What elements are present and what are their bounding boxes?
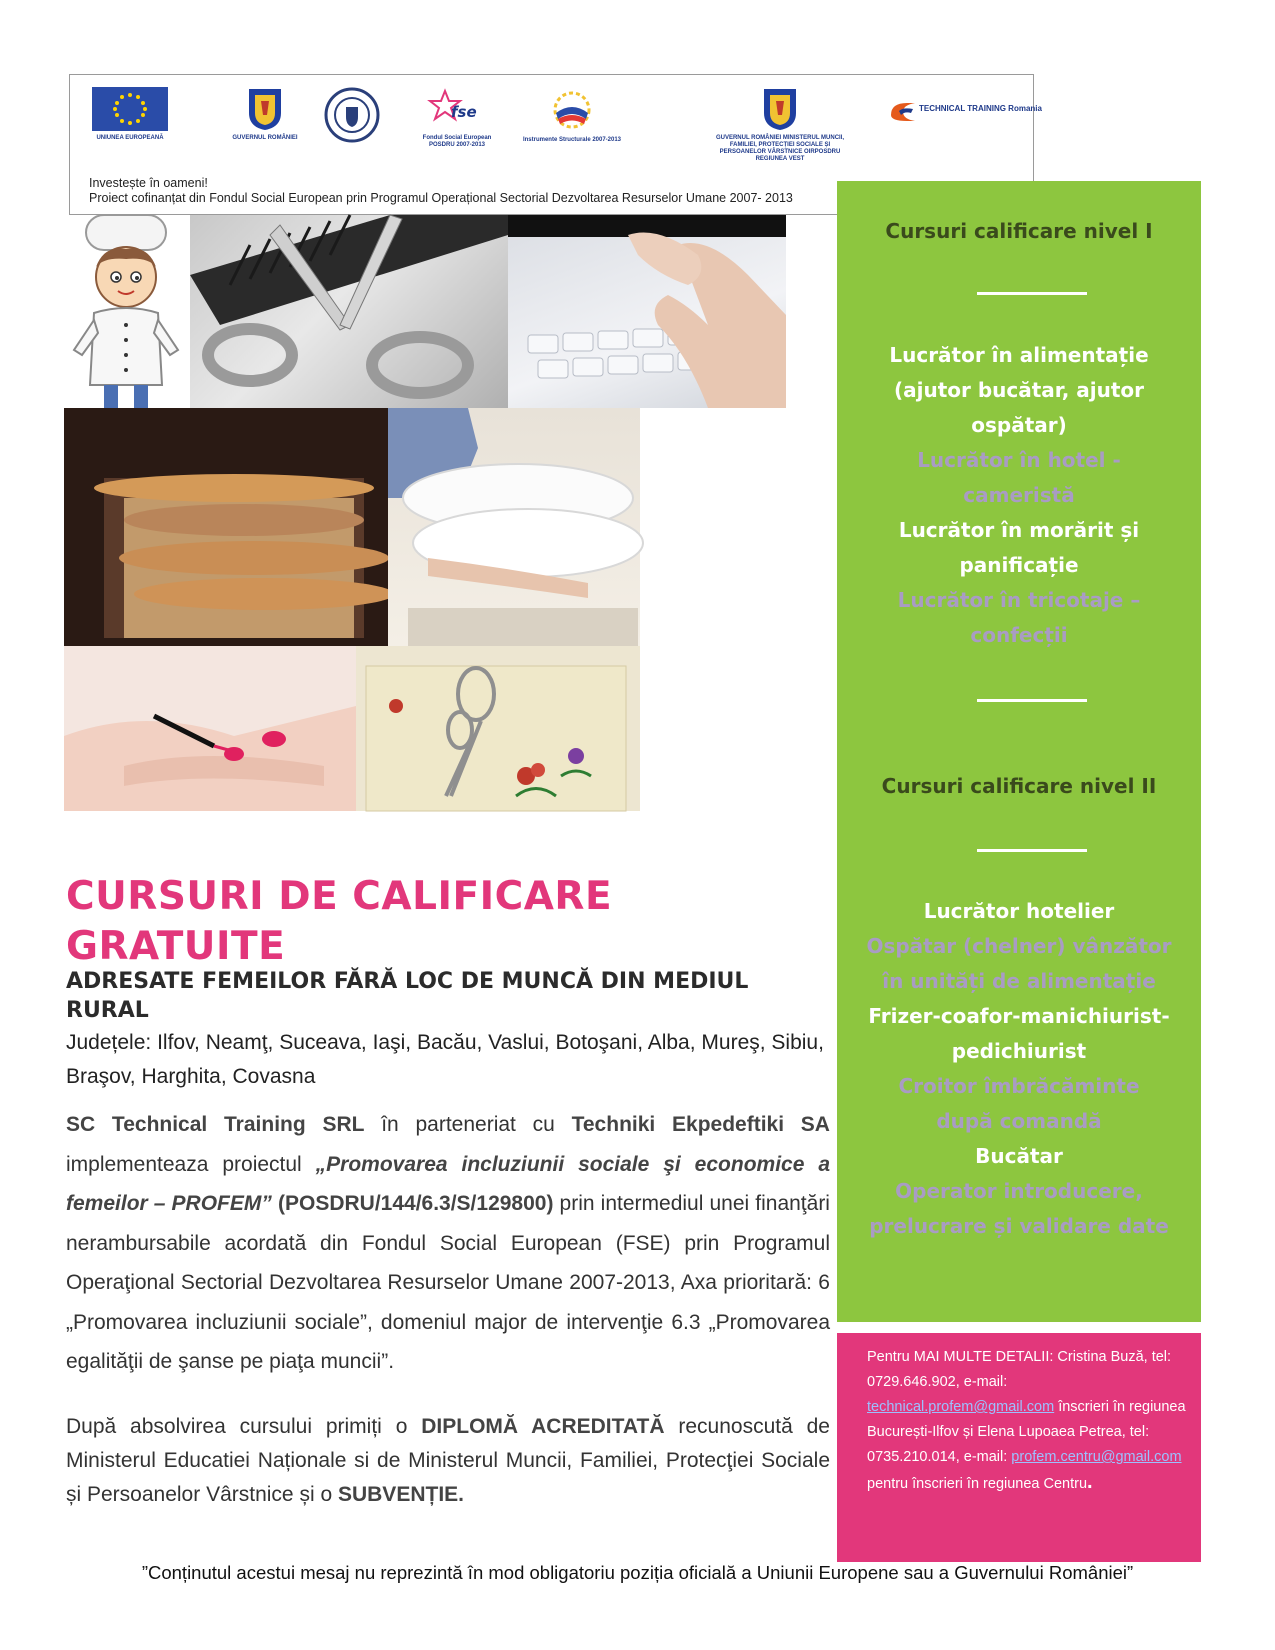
course-item: Operator introducere, prelucrare și validare date <box>869 1179 1169 1238</box>
divider <box>977 849 1087 852</box>
partner-name: Techniki Ekpedeftiki SA <box>571 1113 830 1136</box>
eu-flag-logo <box>90 87 170 142</box>
fse-icon <box>427 87 487 131</box>
technical-training-label: TECHNICAL TRAINING Romania <box>919 104 1042 113</box>
structural-instruments-label: Instrumente Structurale 2007-2013 <box>522 137 622 143</box>
course-item: Bucătar <box>975 1144 1063 1168</box>
manicure-photo <box>64 646 356 811</box>
contact-details: Pentru MAI MULTE DETALII: Cristina Buză, tel: 0729.646.902, e-mail: <box>867 1349 1172 1390</box>
subsidy-highlight: SUBVENȚIE. <box>337 1483 464 1506</box>
government-label: GUVERNUL ROMÂNIEI <box>232 135 298 141</box>
ministry-label: GUVERNUL ROMÂNIEI MINISTERUL MUNCII, FAMILIEI, PROTECȚIEI SOCIALE ȘI PERSOANELOR VÂRSTNICE OIRPOSDRU REGIUNEA VEST <box>715 135 845 162</box>
svg-text:fse: fse <box>451 103 477 121</box>
ministry-crest-logo <box>715 87 845 163</box>
level1-heading: Cursuri calificare nivel I <box>885 219 1153 243</box>
diploma-highlight: DIPLOMĂ ACREDITATĂ <box>421 1415 665 1438</box>
course-item: Croitor îmbrăcăminte după comandă <box>898 1074 1140 1133</box>
embroidery-photo <box>356 646 640 811</box>
body-text: După absolvirea cursului primiți o <box>66 1415 422 1438</box>
disclaimer-footer: ”Conținutul acestui mesaj nu reprezintă în mod obligatoriu poziția oficială a Uniunii Europene sau a Guvernului României” <box>141 1562 1134 1583</box>
body-text: recunoscută de Ministerul Educatiei Naționale si de Ministerul Muncii, Familiei, Protecţiei Sociale și Persoanelor Vârstnice și o <box>66 1415 830 1506</box>
contact-details: . <box>1087 1471 1093 1493</box>
chef-cartoon-image <box>64 215 188 408</box>
nail-polish-icon <box>64 646 356 811</box>
page-subtitle: ADRESATE FEMEILOR FĂRĂ LOC DE MUNCĂ DIN MEDIUL RURAL <box>66 969 749 1023</box>
project-name: „Promovarea incluziunii sociale şi economice a femeilor – PROFEM” <box>66 1152 831 1215</box>
keyboard-photo <box>508 215 786 408</box>
bread-icon <box>64 408 388 646</box>
email-link-centru[interactable]: profem.centru@gmail.com <box>1011 1449 1182 1465</box>
level1-course-list <box>837 338 1201 653</box>
eu-flag-icon <box>92 87 168 131</box>
courses-panel <box>837 181 1201 1322</box>
contact-details: pentru înscrieri în regiunea Centru <box>867 1476 1088 1492</box>
counties-text: Județele: Ilfov, Neamţ, Suceava, Iaşi, Bacău, Vaslui, Botoşani, Alba, Mureş, Sibiu, Braşov, Harghita, Covasna <box>66 1031 824 1088</box>
project-code: (POSDRU/144/6.3/S/129800) <box>271 1192 554 1215</box>
banner-tagline <box>89 176 793 206</box>
email-link-bucuresti[interactable]: technical.profem@gmail.com <box>867 1399 1055 1415</box>
pillows-icon <box>388 408 640 646</box>
diploma-description <box>66 1410 830 1512</box>
contact-box <box>837 1333 1201 1562</box>
fse-label: Fondul Social European POSDRU 2007-2013 <box>422 135 492 148</box>
chef-icon <box>64 215 188 408</box>
course-item: Lucrător în morărit și panificație <box>898 518 1140 577</box>
pillows-photo <box>388 408 640 646</box>
structural-instruments-logo <box>522 87 622 144</box>
contact-details: înscrieri în regiunea București-Ilfov și Elena Lupoaea Petrea, tel: 0735.210.014, e-mail: <box>867 1399 1186 1465</box>
divider <box>977 699 1087 702</box>
divider <box>977 292 1087 295</box>
course-item: Frizer-coafor-manichiurist-pedichiurist <box>868 1004 1170 1063</box>
technical-training-logo <box>885 97 1042 131</box>
project-description <box>66 1105 830 1382</box>
course-item: Lucrător în tricotaje – confecții <box>897 588 1141 647</box>
body-text: în parteneriat cu <box>364 1113 572 1136</box>
course-item: Ospătar (chelner) vânzător în unități de alimentație <box>866 934 1172 993</box>
structural-instruments-icon <box>542 87 602 133</box>
page-title: CURSURI DE CALIFICARE GRATUITE <box>66 874 613 969</box>
level2-course-list <box>837 894 1201 1244</box>
keyboard-icon <box>508 215 786 408</box>
seal-icon <box>324 87 380 143</box>
course-item: Lucrător în hotel - cameristă <box>917 448 1121 507</box>
technical-training-icon <box>885 97 1042 127</box>
eu-label: UNIUNEA EUROPEANĂ <box>96 135 164 141</box>
bread-photo <box>64 408 388 646</box>
body-text: prin intermediul unei finanţări nerambursabile acordată din Fondul Social European (FSE) prin Programul Operaţional Sectorial Dezvoltarea Resurselor Umane 2007-2013, Axa prioritară: 6 „Promovarea incluziunii sociale”, domeniul major de intervenţie 6.3 „Promovarea egalităţii de şanse pe piaţa muncii”. <box>66 1192 830 1373</box>
fse-logo <box>412 87 502 149</box>
romanian-government-logo <box>220 87 310 142</box>
body-text: implementeaza proiectul <box>66 1152 316 1176</box>
contact-text <box>867 1345 1193 1497</box>
course-item: Lucrător în alimentație (ajutor bucătar, ajutor ospătar) <box>889 343 1149 437</box>
scissors-icon <box>190 215 508 408</box>
course-item: Lucrător hotelier <box>923 899 1115 923</box>
tagline-line-2: Proiect cofinanțat din Fondul Social European prin Programul Operațional Sectorial Dezvoltarea Resurselor Umane 2007- 2013 <box>89 191 793 205</box>
scissors-comb-photo <box>190 215 508 408</box>
ministry-crest-icon <box>760 87 800 131</box>
level2-heading: Cursuri calificare nivel II <box>881 774 1157 798</box>
embroidery-icon <box>356 646 640 811</box>
company-name: SC Technical Training SRL <box>66 1113 365 1136</box>
tagline-line-1: Investește în oameni! <box>89 176 208 190</box>
coat-of-arms-icon <box>245 87 285 131</box>
ministry-seal-logo <box>322 87 382 147</box>
